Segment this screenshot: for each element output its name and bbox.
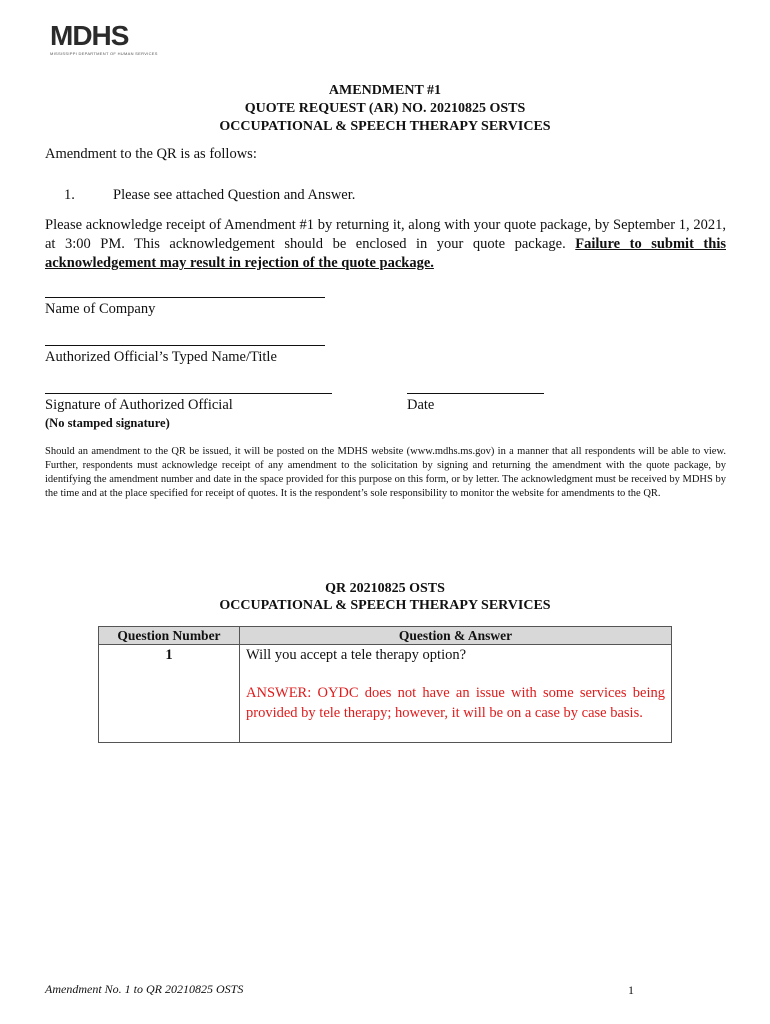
company-signature-line	[45, 297, 325, 298]
qa-table-header	[99, 627, 672, 645]
question-number-cell	[99, 645, 240, 743]
acknowledge-text: Please acknowledge receipt of Amendment #1 by returning it, along with your quote package, by September 1, 2021, at 3:00 PM. This acknowledgement should be enclosed in your quote package.	[45, 217, 726, 252]
logo-subtitle: MISSISSIPPI DEPARTMENT OF HUMAN SERVICES	[50, 51, 158, 56]
official-label: Authorized Official’s Typed Name/Title	[45, 349, 277, 365]
footer-document-title: Amendment No. 1 to QR 20210825 OSTS	[45, 982, 244, 996]
company-label: Name of Company	[45, 301, 156, 317]
item-1-text: Please see attached Question and Answer.	[113, 187, 356, 203]
signature-label: Signature of Authorized Official	[45, 397, 233, 413]
header-question-number: Question Number	[99, 627, 240, 645]
amendment-title: AMENDMENT #1	[328, 83, 442, 98]
question-text: Will you accept a tele therapy option?	[246, 647, 467, 663]
answer-text: ANSWER: OYDC does not have an issue with some services being provided by tele therapy; however, it will be on a case by case basis.	[246, 685, 665, 721]
mdhs-logo	[50, 20, 158, 56]
date-line	[407, 393, 544, 394]
amendment-notice: Should an amendment to the QR be issued, it will be posted on the MDHS website (www.mdhs.ms.gov) in a manner that all respondents will be able to view. Further, respondents must acknowledge receipt of any amendment to the solicitation by signing and returning the amendment with the quote package, by identifying the amendment number and date in the space provided for this purpose on this form, or by letter. The acknowledgment must be received by MDHS by the time and at the place specified for receipt of quotes. It is the respondent’s sole responsibility to monitor the website for amendments to the QR.	[45, 446, 726, 499]
qa-table	[98, 626, 672, 743]
no-stamp-note: (No stamped signature)	[45, 416, 170, 430]
section2-title: QR 20210825 OSTS	[325, 581, 445, 596]
table-row	[99, 645, 672, 743]
acknowledge-warning: Failure to submit this acknowledgement may result in rejection of the quote package.	[45, 236, 726, 271]
services-title: OCCUPATIONAL & SPEECH THERAPY SERVICES	[219, 119, 551, 134]
acknowledge-paragraph	[45, 216, 726, 273]
header-question-answer: Question & Answer	[240, 627, 672, 645]
logo-text: MDHS	[50, 20, 129, 51]
official-name-line	[45, 345, 325, 346]
page-number: 1	[628, 983, 634, 997]
item-1-number: 1.	[64, 187, 75, 203]
question-answer-cell	[240, 645, 672, 743]
question-number: 1	[165, 647, 173, 663]
date-label: Date	[407, 397, 435, 413]
section2-subtitle: OCCUPATIONAL & SPEECH THERAPY SERVICES	[219, 598, 551, 613]
intro-text: Amendment to the QR is as follows:	[45, 146, 257, 162]
signature-line	[45, 393, 332, 394]
quote-request-title: QUOTE REQUEST (AR) NO. 20210825 OSTS	[244, 101, 526, 116]
